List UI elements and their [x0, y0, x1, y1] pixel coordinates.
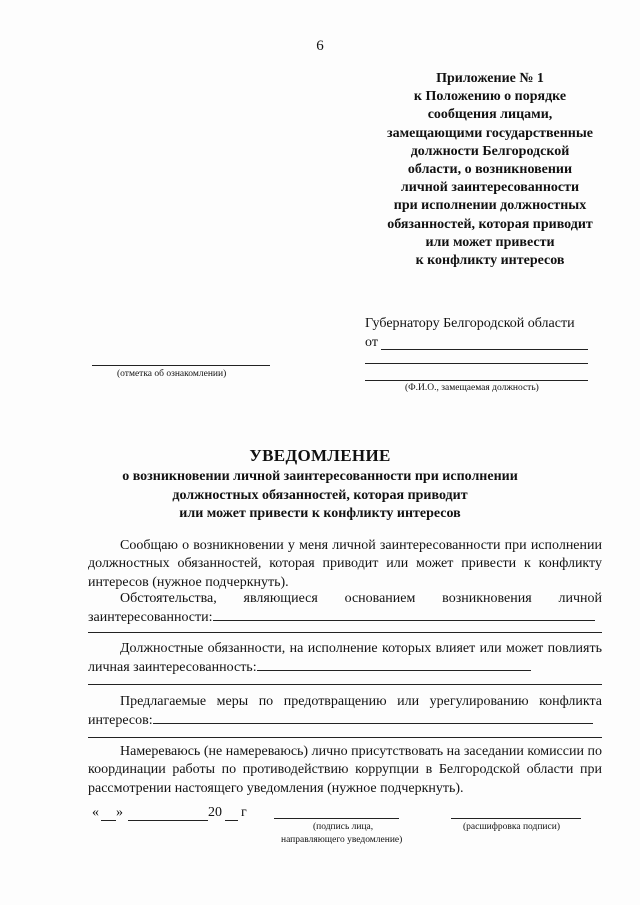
- appendix-line: личной заинтересованности: [400, 180, 580, 196]
- appendix-line: или может привести: [425, 234, 555, 250]
- paragraph-notification: [88, 537, 602, 592]
- subtitle-line: должностных обязанностей, которая приводит: [172, 487, 468, 503]
- paragraph-text: Обстоятельства, являющиеся основанием возникновения личной заинтересованности:: [88, 591, 602, 626]
- appendix-line: замещающими государственные: [386, 125, 594, 141]
- date-month-field[interactable]: [128, 820, 208, 821]
- date-day-open-quote: «: [92, 805, 99, 820]
- appendix-line: сообщения лицами,: [427, 107, 553, 123]
- paragraph-circumstances: [88, 590, 602, 628]
- paragraph-text: Намереваюсь (не намереваюсь) лично присутствовать на заседании комиссии по координации работы по противодействию коррупции в Белгородской области при рассмотрении настоящего уведомления (нужное подчеркнуть).: [88, 744, 602, 796]
- appendix-header: [360, 70, 620, 270]
- appendix-line: Приложение № 1: [436, 71, 544, 86]
- fio-caption: (Ф.И.О., замещаемая должность): [405, 383, 539, 393]
- acknowledgement-line[interactable]: [92, 365, 270, 366]
- addressee-governor: Губернатору Белгородской области: [365, 316, 575, 331]
- circumstances-field[interactable]: [213, 608, 595, 621]
- signature-decode-caption: (расшифровка подписи): [463, 822, 560, 832]
- duties-field-line-2[interactable]: [88, 684, 602, 685]
- duties-field[interactable]: [257, 658, 531, 671]
- date-year-suffix: г: [241, 805, 247, 820]
- page-number: 6: [316, 38, 324, 54]
- paragraph-text: Сообщаю о возникновении у меня личной заинтересованности при исполнении должностных обязанностей, которая приводит или может привести к конфликту интересов (нужное подчеркнуть).: [88, 538, 602, 590]
- from-field-line-1[interactable]: [381, 349, 588, 350]
- paragraph-duties: [88, 640, 602, 678]
- appendix-line: должности Белгородской: [410, 143, 570, 159]
- appendix-line: при исполнении должностных: [393, 198, 587, 214]
- date-year-prefix: 20: [208, 805, 222, 820]
- paragraph-attendance: [88, 743, 602, 798]
- acknowledgement-caption: (отметка об ознакомлении): [117, 369, 227, 379]
- document-title: УВЕДОМЛЕНИЕ: [249, 446, 391, 465]
- circumstances-field-line-2[interactable]: [88, 632, 602, 633]
- signature-caption-sender: направляющего уведомление): [281, 835, 403, 845]
- paragraph-text: Должностные обязанности, на исполнение которых влияет или может повлиять личная заинтересованность:: [88, 641, 602, 676]
- subtitle-line: или может привести к конфликту интересов: [179, 506, 461, 521]
- appendix-line: к Положению о порядке: [413, 89, 567, 105]
- signature-field[interactable]: [274, 818, 399, 819]
- appendix-line: области, о возникновении: [407, 162, 573, 178]
- measures-field[interactable]: [153, 711, 593, 724]
- appendix-line: к конфликту интересов: [415, 253, 565, 269]
- appendix-line: обязанностей, которая приводит: [387, 216, 593, 232]
- subtitle-line: о возникновении личной заинтересованности при исполнении: [122, 469, 518, 484]
- date-day-close-quote: »: [116, 805, 123, 820]
- date-year-field[interactable]: [225, 820, 238, 821]
- paragraph-measures: [88, 693, 602, 731]
- paragraph-text: Предлагаемые меры по предотвращению или урегулированию конфликта интересов:: [88, 694, 602, 729]
- date-day-field[interactable]: [101, 820, 116, 821]
- signature-caption: (подпись лица,: [313, 822, 374, 832]
- measures-field-line-2[interactable]: [88, 737, 602, 738]
- signature-decode-field[interactable]: [451, 818, 581, 819]
- from-field-line-2[interactable]: [365, 363, 588, 364]
- from-field-line-3[interactable]: [365, 380, 588, 381]
- document-subtitle: [0, 468, 640, 524]
- from-label: от: [365, 335, 378, 350]
